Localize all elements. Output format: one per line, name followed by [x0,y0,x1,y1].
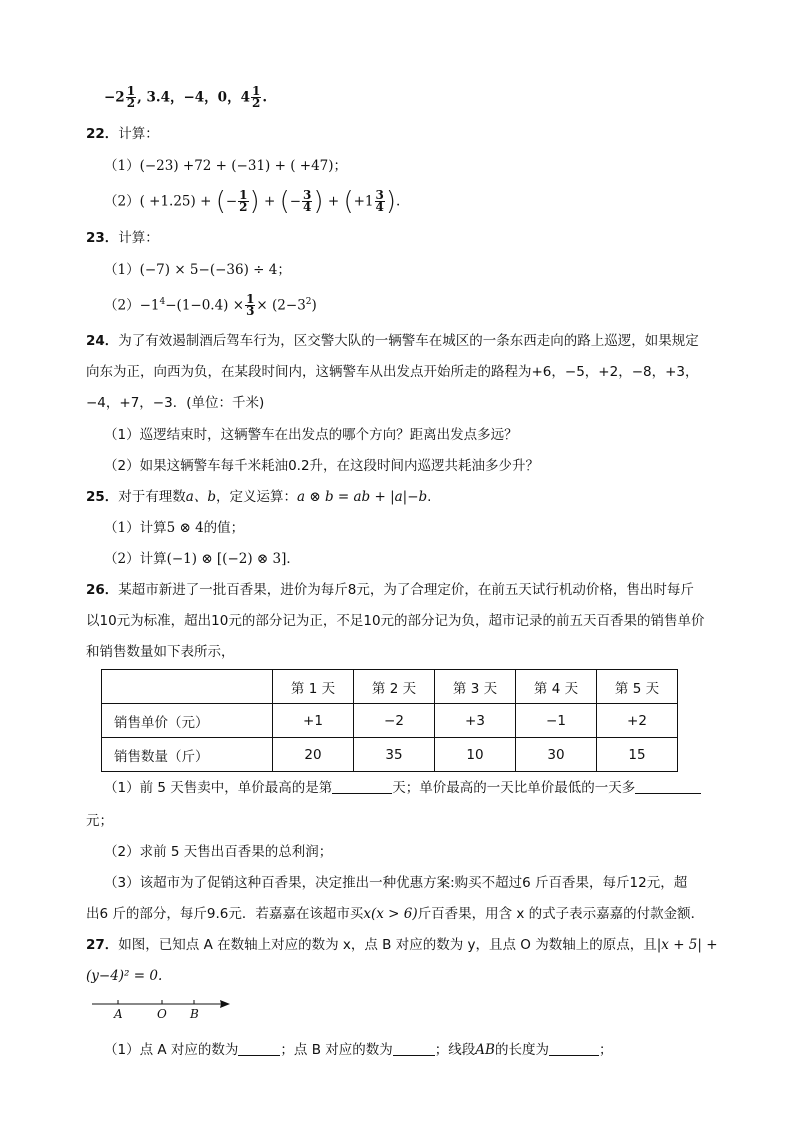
question-text: 向东为正，向西为负，在某段时间内，这辆警车从出发点开始所走的路程为+6，−5，+2，−8，+3， [86,364,699,380]
question-number: 24． [86,333,119,349]
question-24-part-1 [104,425,518,445]
question-27-part-1 [104,1040,612,1060]
question-24-line-3 [86,393,264,413]
label-o: O [157,1007,167,1021]
question-26-line-2 [86,611,705,631]
label-a: A [114,1007,123,1021]
period: . [262,89,268,106]
question-26-part-2 [104,842,332,862]
answer-blank[interactable] [238,1041,280,1056]
formula: a ⊗ b = ab + |a|−b [297,489,428,505]
table-header-row [102,670,678,704]
question-number: 27． [86,937,119,953]
expression: （1）(−23) +72 + (−31) + ( +47)； [104,158,348,174]
formula: |x + 5| + [656,937,718,953]
variables: a、b [185,489,216,505]
sub-question: （1）前 5 天售卖中，单价最高的是第 [104,780,333,796]
question-number: 22． [86,126,119,142]
question-text: 以10元为标准，超出10元的部分记为正，不足10元的部分记为负，超市记录的前五天百香果的销售单价 [86,613,705,629]
table-cell: +1 [273,704,354,738]
question-text: −4，+7，−3．(单位：千米) [86,395,265,411]
fraction: $\frac{3}{4}$ [303,188,312,214]
left-paren: ( [343,186,354,217]
question-23-part-2 [104,292,317,317]
table-header-cell: 第 4 天 [516,670,597,704]
sub-question: （2）计算(−1) ⊗ [(−2) ⊗ 3]． [104,551,300,567]
sub-question: 元； [86,813,113,829]
table-cell: −1 [516,704,597,738]
right-paren: ) [249,186,260,217]
sign: +1 [353,193,374,210]
expression-part: ) [311,297,317,314]
sub-question: 出6 斤的部分，每斤9.6元．若嘉嘉在该超市买 [86,906,364,922]
fraction: $\frac{3}{4}$ [375,188,384,214]
question-number: 26． [86,582,119,598]
question-27-line-2 [86,966,162,986]
table-header-cell: 第 3 天 [435,670,516,704]
question-text: 和销售数量如下表所示， [86,644,235,660]
question-text: ，定义运算： [216,489,297,505]
question-text: 对于有理数 [118,489,186,505]
table-cell: −2 [354,704,435,738]
table-header-cell: 第 1 天 [273,670,354,704]
table-cell: 30 [516,738,597,772]
sub-question: 天；单价最高的一天比单价最低的一天多 [392,780,636,796]
question-27-line-1 [86,935,718,955]
expression-part: （2）−1 [104,297,160,314]
fraction: $\frac{1}{2}$ [239,188,248,214]
sub-question: （2）求前 5 天售出百香果的总利润； [104,844,333,860]
period: . [396,193,401,210]
segment-name: AB [475,1042,495,1058]
question-number: 25． [86,489,119,505]
question-26-line-3 [86,642,235,662]
number-list-rest: , 3.4，−4，0，4 [137,89,250,106]
sub-question: ；线段 [434,1042,476,1058]
fraction: $\frac{1}{3}$ [246,292,255,318]
number-line-figure [90,996,240,1022]
question-22-part-1 [104,156,347,176]
question-23-part-1 [104,260,291,280]
sub-question: （2）如果这辆警车每千米耗油0.2升，在这段时间内巡逻共耗油多少升？ [104,458,540,474]
question-24-line-2 [86,362,699,382]
expression: （1）(−7) × 5−(−36) ÷ 4； [104,262,291,278]
table-header-cell: 第 5 天 [597,670,678,704]
question-24-part-2 [104,456,539,476]
table-header-cell: 第 2 天 [354,670,435,704]
sub-question: （3）该超市为了促销这种百香果，决定推出一种优惠方案:购买不超过6 斤百香果，每斤12元，超 [104,875,688,891]
question-26-part-1-end [86,811,113,831]
table-cell: 10 [435,738,516,772]
question-26-part-3-line-1 [104,873,687,893]
arrow-head-icon [220,1000,230,1008]
row-header: 销售数量（斤） [102,738,273,772]
exponent: 4 [159,297,166,307]
table-header-cell [102,670,273,704]
answer-blank[interactable] [332,779,392,794]
row-header: 销售单价（元） [102,704,273,738]
expression-part: −(1−0.4) × [165,297,245,314]
question-25-line-1 [86,487,431,507]
formula: (y−4)² = 0. [86,968,163,984]
plus: + [323,193,344,210]
fraction: $\frac{1}{2}$ [126,84,136,110]
question-text: 如图，已知点 A 在数轴上对应的数为 x，点 B 对应的数为 y，且点 O 为数轴上的原点，且 [118,937,657,953]
formula: x(x > 6) [363,906,418,922]
expression-part: （2）( +1.25) + [104,193,216,210]
question-23-title [86,228,159,248]
expression-part: × (2−3 [256,297,306,314]
question-text: 某超市新进了一批百香果，进价为每斤8元，为了合理定价，在前五天试行机动价格，售出时每斤 [118,582,694,598]
question-25-part-2 [104,549,300,569]
sub-question: 的长度为 [494,1042,549,1058]
question-26-part-1 [104,778,701,798]
mixed-number-whole: −2 [104,89,125,106]
right-paren: ) [385,186,397,217]
table-cell: +2 [597,704,678,738]
question-25-part-1 [104,518,244,538]
question-number: 23． [86,230,119,246]
sign: − [289,193,302,210]
table-cell: 35 [354,738,435,772]
table-cell: +3 [435,704,516,738]
answer-blank[interactable] [549,1041,599,1056]
sub-question: ；点 B 对应的数为 [280,1042,393,1058]
label-b: B [190,1007,199,1021]
right-paren: ) [313,186,324,217]
left-paren: ( [215,186,226,217]
sales-table [101,669,678,772]
plus: + [259,193,280,210]
exponent: 2 [305,297,312,307]
left-paren: ( [279,186,290,217]
table-row [102,704,678,738]
sub-question: 斤百香果，用含 x 的式子表示嘉嘉的付款金额． [417,906,705,922]
sub-question: ； [598,1042,613,1058]
sign: − [225,193,238,210]
question-text: 为了有效遏制酒后驾车行为，区交警大队的一辆警车在城区的一条东西走向的路上巡逻，如果规定 [118,333,699,349]
sub-question: （1）点 A 对应的数为 [104,1042,239,1058]
table-row [102,738,678,772]
answer-blank[interactable] [635,779,701,794]
sub-question: （1）计算5 ⊗ 4的值； [104,520,245,536]
question-title: 计算： [118,230,159,246]
period: . [427,489,432,505]
question-26-part-3-line-2 [86,904,704,924]
table-cell: 20 [273,738,354,772]
question-24-line-1 [86,331,699,351]
question-22-part-2 [104,186,401,217]
fraction: $\frac{1}{2}$ [251,84,261,110]
sub-question: （1）巡逻结束时，这辆警车在出发点的哪个方向？距离出发点多远？ [104,427,518,443]
number-list-line [104,86,267,109]
table-cell: 15 [597,738,678,772]
question-26-line-1 [86,580,694,600]
answer-blank[interactable] [393,1041,435,1056]
question-22-title [86,124,159,144]
question-title: 计算： [118,126,159,142]
